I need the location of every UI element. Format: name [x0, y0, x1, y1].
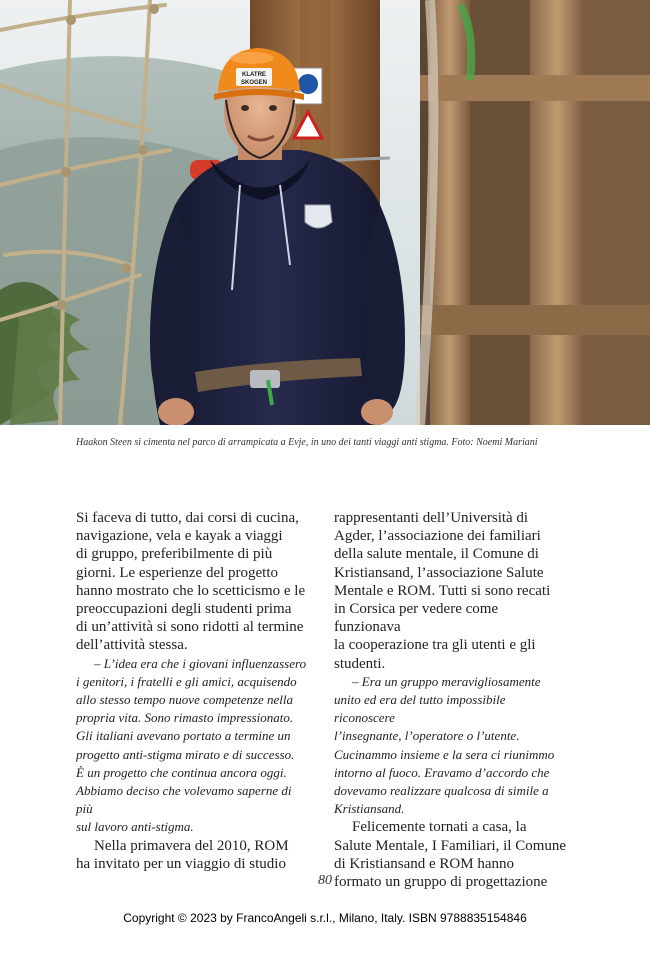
text-line: È un progetto che continua ancora oggi. — [76, 764, 287, 780]
copyright-notice: Copyright © 2023 by FrancoAngeli s.r.l., Milano, Italy. ISBN 9788835154846 — [123, 911, 527, 925]
text-line: di gruppo, preferibilmente di più — [76, 546, 273, 563]
text-line: giorni. Le esperienze del progetto — [76, 564, 279, 581]
text-line: l’insegnante, l’operatore o l’utente. — [334, 728, 520, 744]
text-line: Abbiamo deciso che volevamo saperne di più — [76, 783, 292, 817]
text-line: della salute mentale, il Comune di — [334, 546, 539, 563]
text-line: rappresentanti dell’Università di — [334, 510, 529, 526]
text-line: allo stesso tempo nuove competenze nella — [76, 692, 293, 708]
text-line: Gli italiani avevano portato a termine un — [76, 728, 291, 744]
text-line: – L’idea era che i giovani influenzassero — [94, 655, 307, 671]
page-number: 80 — [318, 873, 332, 888]
text-line: formato un gruppo di progettazione — [334, 874, 548, 891]
photo-climbing-park — [0, 0, 650, 425]
text-line: – Era un gruppo meravigliosamente — [352, 673, 541, 689]
text-line: Agder, l’associazione dei familiari — [334, 528, 541, 545]
text-line: intorno al fuoco. Eravamo d’accordo che — [334, 764, 550, 780]
paragraph — [76, 655, 310, 837]
text-line: in Corsica per vedere come funzionava — [334, 601, 499, 636]
paragraph — [334, 673, 568, 819]
text-line: sul lavoro anti-stigma. — [76, 819, 194, 835]
text-line: ha invitato per un viaggio di studio — [76, 855, 286, 872]
paragraph — [76, 837, 310, 873]
text-line: navigazione, vela e kayak a viaggi — [76, 528, 283, 545]
text-line: di Kristiansand e ROM hanno — [334, 855, 514, 872]
text-line: progetto anti-stigma mirato e di successo. — [76, 746, 295, 762]
text-line: unito ed era del tutto impossibile riconoscere — [334, 692, 506, 726]
article-photo — [0, 0, 650, 425]
photo-caption: Haakon Steen si cimenta nel parco di arrampicata a Evje, in uno dei tanti viaggi anti stigma. Foto: Noemi Mariani — [76, 437, 538, 448]
right-column — [334, 509, 568, 891]
text-line: studenti. — [334, 655, 386, 672]
left-column — [76, 509, 310, 873]
text-line: hanno mostrato che lo scetticismo e le — [76, 582, 306, 599]
text-line: Salute Mentale, I Familiari, il Comune — [334, 837, 567, 854]
text-line: la cooperazione tra gli utenti e gli — [334, 637, 536, 654]
text-line: Cucinammo insieme e la sera ci riunimmo — [334, 746, 555, 762]
svg-text:SKOGEN: SKOGEN — [240, 80, 268, 86]
text-line: di un’attività si sono ridotti al termine — [76, 619, 304, 636]
text-line: preoccupazioni degli studenti prima — [76, 601, 292, 618]
text-line: dell’attività stessa. — [76, 637, 188, 654]
text-line: Kristiansand, l’associazione Salute — [334, 564, 544, 581]
text-line: Nella primavera del 2010, ROM — [94, 837, 289, 854]
paragraph — [334, 509, 568, 673]
helmet-label: KLATRE — [242, 72, 266, 78]
text-line: dovevamo realizzare qualcosa di simile a — [334, 783, 549, 799]
text-line: Kristiansand. — [334, 801, 405, 817]
text-line: Felicemente tornati a casa, la — [352, 819, 527, 836]
paragraph — [76, 509, 310, 655]
text-line: i genitori, i fratelli e gli amici, acquisendo — [76, 673, 297, 689]
text-line: Mentale e ROM. Tutti si sono recati — [334, 582, 551, 599]
text-line: Si faceva di tutto, dai corsi di cucina, — [76, 510, 299, 526]
text-line: propria vita. Sono rimasto impressionato. — [76, 710, 294, 726]
